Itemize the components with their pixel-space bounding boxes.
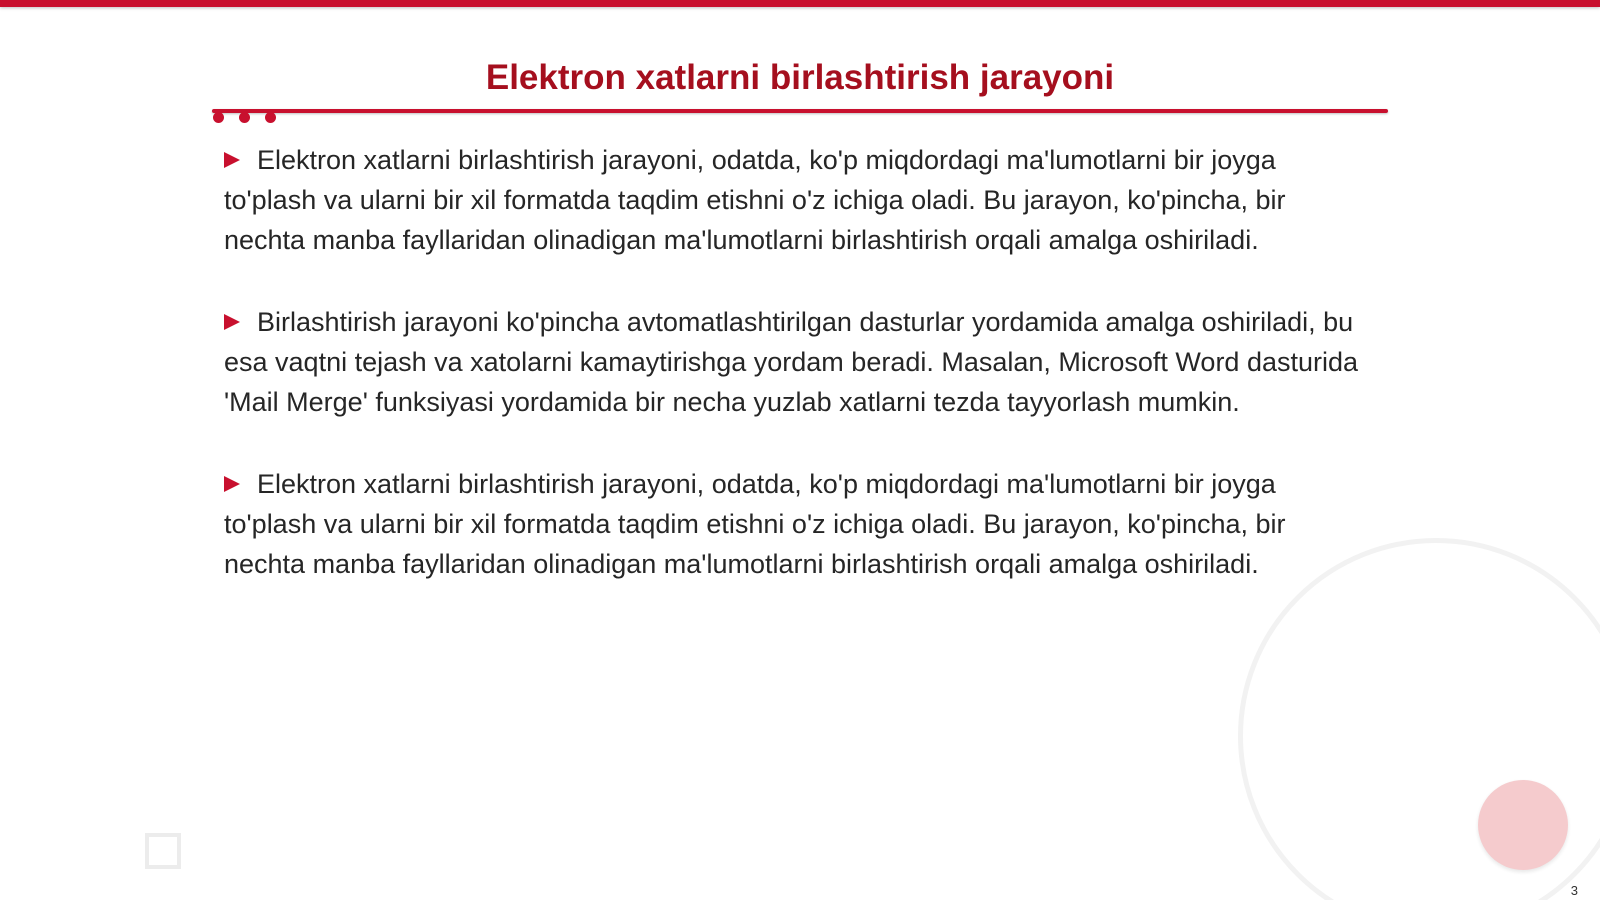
title-underline	[212, 109, 1388, 113]
decorative-pink-circle	[1478, 780, 1568, 870]
decorative-dot	[239, 112, 250, 123]
decorative-square	[145, 833, 181, 869]
bullet-text: Elektron xatlarni birlashtirish jarayoni, odatda, ko'p miqdordagi ma'lumotlarni bir joyga to'plash va ularni bir xil formatda taqdim etishni o'z ichiga oladi. Bu jarayon, ko'pincha, bir nechta manba fayllaridan olinadigan ma'lumotlarni birlashtirish orqali amalga oshiriladi.	[224, 145, 1286, 255]
bullet-arrow-icon	[224, 152, 240, 168]
bullet-item	[224, 464, 1374, 584]
bullet-text: Birlashtirish jarayoni ko'pincha avtomatlashtirilgan dasturlar yordamida amalga oshiriladi, bu esa vaqtni tejash va xatolarni kamaytirishga yordam beradi. Masalan, Microsoft Word dasturida 'Mail Merge' funksiyasi yordamida bir necha yuzlab xatlarni tezda tayyorlash mumkin.	[224, 307, 1359, 417]
page-number: 3	[1570, 883, 1578, 898]
top-accent-bar	[0, 0, 1600, 7]
bullet-arrow-icon	[224, 314, 240, 330]
decorative-dot	[265, 112, 276, 123]
decorative-dot	[213, 112, 224, 123]
bullet-list	[224, 140, 1374, 626]
bullet-item	[224, 302, 1374, 422]
slide-title: Elektron xatlarni birlashtirish jarayoni	[485, 58, 1115, 97]
bullet-text: Elektron xatlarni birlashtirish jarayoni, odatda, ko'p miqdordagi ma'lumotlarni bir joyga to'plash va ularni bir xil formatda taqdim etishni o'z ichiga oladi. Bu jarayon, ko'pincha, bir nechta manba fayllaridan olinadigan ma'lumotlarni birlashtirish orqali amalga oshiriladi.	[224, 469, 1286, 579]
bullet-arrow-icon	[224, 476, 240, 492]
bullet-item	[224, 140, 1374, 260]
